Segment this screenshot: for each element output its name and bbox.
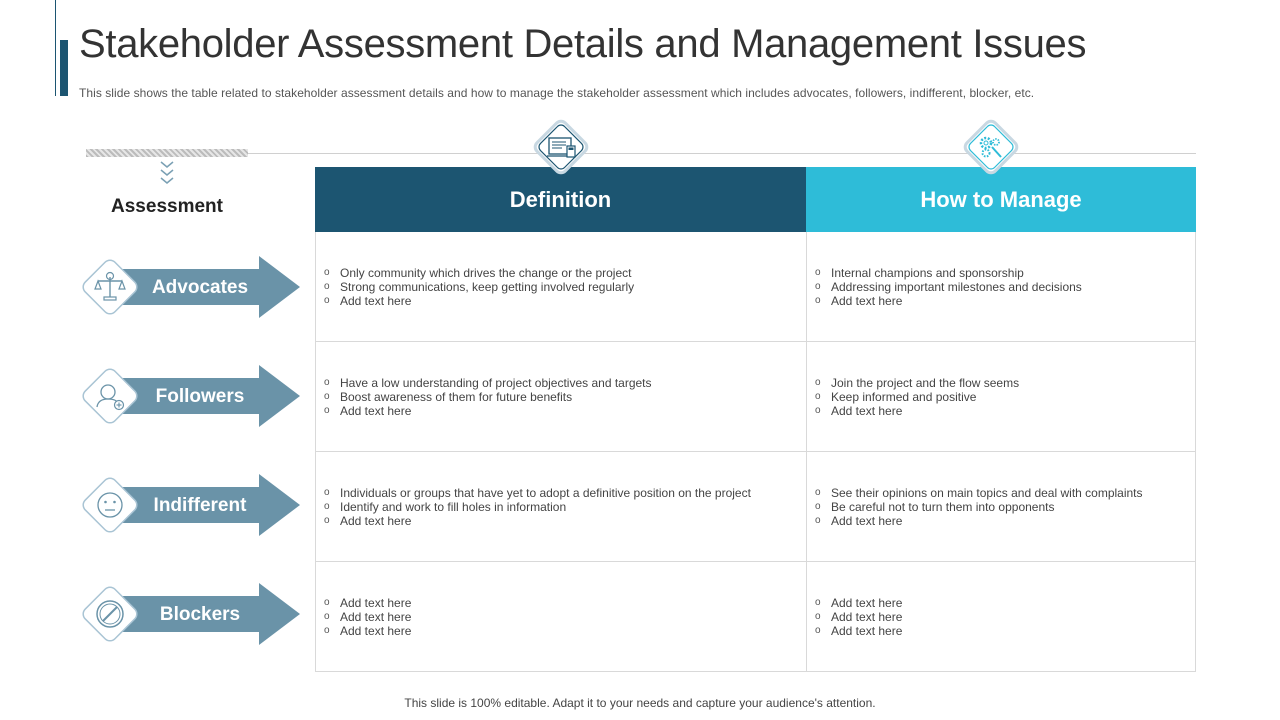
indifferent-label: Indifferent (153, 495, 247, 516)
gears-wrench-icon (959, 115, 1023, 179)
list-item: o Add text here (815, 596, 1196, 610)
definition-cell-blockers (316, 562, 807, 672)
chevron-down-icon (160, 160, 174, 188)
title-accent-bar (60, 40, 68, 96)
definition-cell-indifferent (316, 452, 807, 562)
list-item: o Individuals or groups that have yet to adopt a definitive position on the project (324, 486, 806, 500)
list-item: o Strong communications, keep getting involved regularly (324, 280, 806, 294)
manage-cell-blockers (807, 562, 1196, 672)
list-item: o Identify and work to fill holes in information (324, 500, 806, 514)
definition-cell-followers (316, 342, 807, 452)
calculator-document-icon (529, 115, 593, 179)
page-title: Stakeholder Assessment Details and Management Issues (79, 22, 1087, 66)
scales-icon (74, 251, 146, 323)
list-item: o Add text here (815, 404, 1196, 418)
list-item: o Add text here (324, 596, 806, 610)
list-item: o Keep informed and positive (815, 390, 1196, 404)
manage-cell-followers (807, 342, 1196, 452)
list-item: o Only community which drives the change or the project (324, 266, 806, 280)
list-item: o Add text here (324, 294, 806, 308)
definition-header-label: Definition (509, 186, 612, 212)
list-item: o Add text here (324, 610, 806, 624)
list-item: o Add text here (324, 404, 806, 418)
assessment-table (315, 232, 1196, 672)
page-subtitle: This slide shows the table related to stakeholder assessment details and how to manage the stakeholder assessment which includes advocates, followers, indifferent, blocker, etc. (79, 86, 1035, 100)
top-rule-line (248, 153, 1196, 154)
blockers-label: Blockers (159, 604, 241, 625)
hatched-divider (86, 149, 248, 157)
advocates-label: Advocates (151, 277, 249, 298)
list-item: o Addressing important milestones and decisions (815, 280, 1196, 294)
list-item: o See their opinions on main topics and deal with complaints (815, 486, 1196, 500)
assessment-heading: Assessment (111, 196, 223, 217)
manage-cell-advocates (807, 232, 1196, 342)
user-add-icon (74, 360, 146, 432)
prohibited-icon (74, 578, 146, 650)
list-item: o Internal champions and sponsorship (815, 266, 1196, 280)
list-item: o Add text here (324, 514, 806, 528)
list-item: o Boost awareness of them for future benefits (324, 390, 806, 404)
footer-note: This slide is 100% editable. Adapt it to your needs and capture your audience's attention. (404, 696, 876, 710)
definition-cell-advocates (316, 232, 807, 342)
list-item: o Add text here (815, 610, 1196, 624)
manage-cell-indifferent (807, 452, 1196, 562)
list-item: o Join the project and the flow seems (815, 376, 1196, 390)
followers-label: Followers (155, 386, 245, 407)
list-item: o Have a low understanding of project objectives and targets (324, 376, 806, 390)
how-to-manage-header-label: How to Manage (920, 186, 1082, 212)
list-item: o Add text here (815, 294, 1196, 308)
list-item: o Add text here (815, 514, 1196, 528)
list-item: o Add text here (324, 624, 806, 638)
title-accent-line (55, 0, 56, 96)
list-item: o Be careful not to turn them into opponents (815, 500, 1196, 514)
neutral-face-icon (74, 469, 146, 541)
list-item: o Add text here (815, 624, 1196, 638)
